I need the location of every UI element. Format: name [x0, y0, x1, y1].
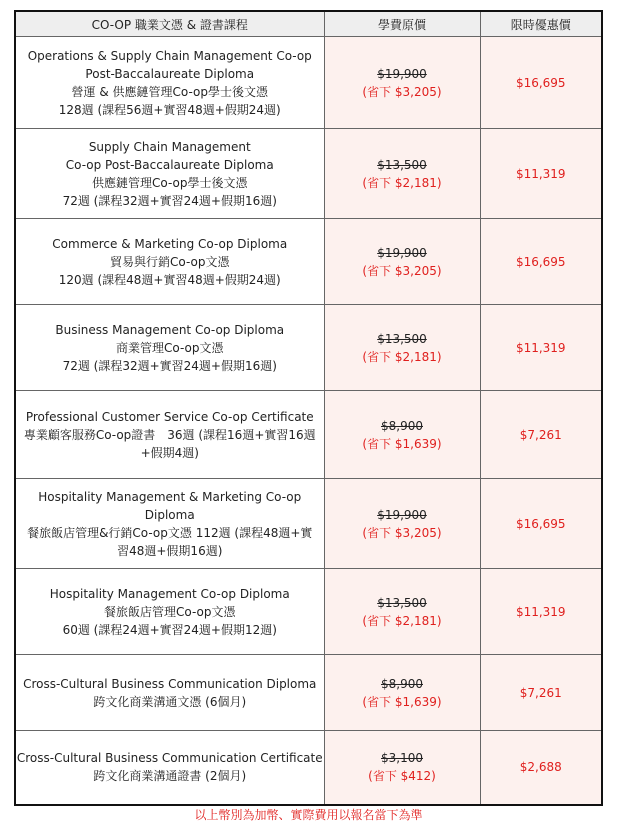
saving-amount: (省下 $3,205): [362, 525, 442, 540]
program-cell: [15, 37, 324, 129]
program-line: 跨文化商業溝通文憑 (6個月): [93, 694, 247, 709]
program-line: Cross-Cultural Business Communication Certificate: [16, 751, 323, 766]
sale-price: $2,688: [519, 760, 562, 775]
program-line: Cross-Cultural Business Communication Diploma: [23, 676, 317, 691]
program-cell: [15, 569, 324, 655]
table-row: [15, 391, 602, 479]
sale-price-cell: [480, 391, 602, 479]
program-line: 專業顧客服務Co-op證書 36週 (課程16週+實習16週: [23, 427, 316, 442]
original-price: $8,900: [381, 676, 423, 691]
sale-price-cell: [480, 569, 602, 655]
table-row: [15, 479, 602, 569]
table-row: [15, 129, 602, 219]
program-cell: [15, 655, 324, 731]
original-price: $13,500: [377, 595, 427, 610]
program-line: 供應鏈管理Co-op學士後文憑: [92, 175, 248, 190]
table-header-row: [15, 11, 602, 37]
saving-amount: (省下 $3,205): [362, 84, 442, 99]
program-line: 120週 (課程48週+實習48週+假期24週): [58, 272, 281, 287]
sale-price: $16,695: [515, 75, 566, 90]
program-line: 72週 (課程32週+實習24週+假期16週): [62, 193, 277, 208]
program-cell: [15, 305, 324, 391]
sale-price: $11,319: [515, 604, 566, 619]
original-price-cell: [324, 391, 480, 479]
saving-amount: (省下 $2,181): [362, 349, 442, 364]
original-price-cell: [324, 37, 480, 129]
sale-price-cell: [480, 305, 602, 391]
program-line: Post-Baccalaureate Diploma: [85, 66, 255, 81]
original-price-cell: [324, 219, 480, 305]
original-price: $19,900: [377, 245, 427, 260]
original-price: $19,900: [377, 66, 427, 81]
original-price-cell: [324, 655, 480, 731]
saving-amount: (省下 $3,205): [362, 263, 442, 278]
original-price-cell: [324, 305, 480, 391]
sale-price: $11,319: [515, 340, 566, 355]
program-line: 跨文化商業溝通證書 (2個月): [93, 769, 247, 784]
program-cell: [15, 479, 324, 569]
program-line: 72週 (課程32週+實習24週+假期16週): [62, 358, 277, 373]
saving-amount: (省下 $412): [368, 769, 436, 784]
table-row: [15, 219, 602, 305]
program-line: 貿易與行銷Co-op文憑: [110, 254, 230, 269]
original-price-cell: [324, 569, 480, 655]
sale-price-cell: [480, 129, 602, 219]
original-price: $13,500: [377, 331, 427, 346]
program-line: Business Management Co-op Diploma: [55, 322, 285, 337]
program-line: Hospitality Management Co-op Diploma: [49, 586, 290, 601]
header-original-price: 學費原價: [324, 11, 480, 37]
table-row: [15, 569, 602, 655]
table-row: [15, 655, 602, 731]
program-cell: [15, 731, 324, 805]
header-sale-price: 限時優惠價: [480, 11, 602, 37]
program-line: 習48週+假期16週): [117, 543, 223, 558]
course-price-table: [14, 10, 603, 806]
program-line: Commerce & Marketing Co-op Diploma: [52, 236, 288, 251]
original-price: $8,900: [381, 418, 423, 433]
original-price-cell: [324, 129, 480, 219]
sale-price: $16,695: [515, 516, 566, 531]
program-line: +假期4週): [140, 445, 199, 460]
program-line: Operations & Supply Chain Management Co-op: [27, 48, 312, 63]
table-body: [15, 37, 602, 805]
original-price: $19,900: [377, 507, 427, 522]
program-cell: [15, 129, 324, 219]
sale-price: $16,695: [515, 254, 566, 269]
table-row: [15, 37, 602, 129]
sale-price: $7,261: [519, 427, 562, 442]
saving-amount: (省下 $2,181): [362, 175, 442, 190]
program-line: 餐旅飯店管理Co-op文憑: [104, 604, 236, 619]
header-program: CO-OP 職業文憑 & 證書課程: [15, 11, 324, 37]
saving-amount: (省下 $1,639): [362, 694, 442, 709]
sale-price-cell: [480, 655, 602, 731]
program-line: Supply Chain Management: [88, 139, 251, 154]
program-line: Hospitality Management & Marketing Co-op: [38, 489, 302, 504]
table-row: [15, 305, 602, 391]
sale-price-cell: [480, 479, 602, 569]
sale-price: $11,319: [515, 166, 566, 181]
sale-price-cell: [480, 731, 602, 805]
program-line: 營運 & 供應鏈管理Co-op學士後文憑: [71, 84, 268, 99]
original-price-cell: [324, 479, 480, 569]
original-price: $13,500: [377, 157, 427, 172]
program-line: Diploma: [144, 507, 195, 522]
program-cell: [15, 391, 324, 479]
program-line: 128週 (課程56週+實習48週+假期24週): [58, 102, 281, 117]
program-cell: [15, 219, 324, 305]
original-price: $3,100: [381, 751, 423, 766]
sale-price-cell: [480, 219, 602, 305]
sale-price: $7,261: [519, 685, 562, 700]
original-price-cell: [324, 731, 480, 805]
program-line: 60週 (課程24週+實習24週+假期12週): [62, 622, 277, 637]
program-line: 餐旅飯店管理&行銷Co-op文憑 112週 (課程48週+實: [27, 525, 313, 540]
program-line: 商業管理Co-op文憑: [116, 340, 224, 355]
sale-price-cell: [480, 37, 602, 129]
program-line: Co-op Post-Baccalaureate Diploma: [65, 157, 274, 172]
currency-footnote: 以上幣別為加幣、實際費用以報名當下為準: [194, 808, 423, 822]
saving-amount: (省下 $2,181): [362, 613, 442, 628]
table-row: [15, 731, 602, 805]
saving-amount: (省下 $1,639): [362, 436, 442, 451]
program-line: Professional Customer Service Co-op Certificate: [25, 409, 314, 424]
